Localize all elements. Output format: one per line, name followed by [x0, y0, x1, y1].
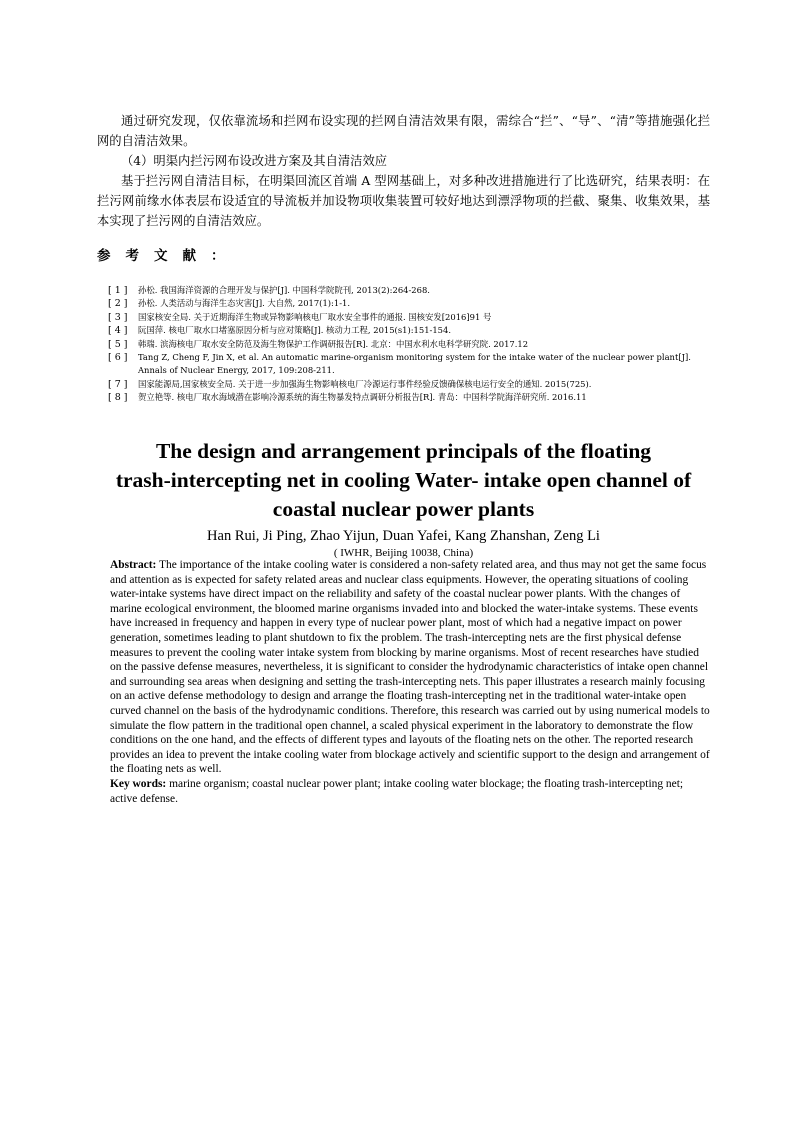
keywords-text: marine organism; coastal nuclear power plant; intake cooling water blockage; the floating trash-intercepting net; active defense. — [110, 777, 684, 805]
body-paragraph-1: 通过研究发现，仅依靠流场和拦网布设实现的拦网自清洁效果有限，需综合“拦”、“导”、“清”等措施强化拦网的自清洁效果。 — [97, 114, 710, 148]
reference-item — [108, 324, 710, 337]
reference-number: [ 5 ] — [108, 338, 128, 350]
reference-number: [ 8 ] — [108, 392, 128, 404]
reference-item — [108, 311, 710, 324]
reference-text: Tang Z, Cheng F, Jin X, et al. An automatic marine-organism monitoring system for the intake water of the nuclear power plant[J]. Annals of Nuclear Energy, 2017, 109:208-211. — [138, 352, 691, 376]
reference-number: [ 2 ] — [108, 298, 128, 310]
reference-number: [ 7 ] — [108, 378, 128, 390]
english-title-line-1: The design and arrangement principals of the floating — [155, 439, 652, 463]
chinese-body-text — [97, 111, 710, 231]
references-list — [108, 284, 710, 405]
reference-item — [108, 391, 710, 404]
reference-text: 孙松. 我国海洋资源的合理开发与保护[J]. 中国科学院院刊, 2013(2):264-268. — [138, 285, 430, 295]
english-title-line-3: coastal nuclear power plants — [272, 497, 535, 521]
reference-number: [ 6 ] — [108, 352, 128, 364]
author-list: Han Rui, Ji Ping, Zhao Yijun, Duan Yafei, Kang Zhanshan, Zeng Li — [207, 528, 600, 544]
reference-number: [ 3 ] — [108, 311, 128, 323]
reference-item — [108, 284, 710, 297]
abstract-text: The importance of the intake cooling water is considered a non-safety related area, and thus may not get the same focus and attention as is expected for safety related areas and nuclear class equipments. However, the operating situations of cooling water-intake systems have direct impact on the reliability and safety of the coastal nuclear power plants. With the changes of marine ecological environment, the bloomed marine organisms invaded into and blocked the water-intake systems. These events have increased in frequency and happen in every type of nuclear power plant, most of which had a negative impact on power generation, sometimes leading to plant shutdown to fix the problem. The trash-intercepting nets are the first physical defense measures to prevent the cooling water intake system from blocking by marine organisms. Most of recent researches have studied on the passive defense measures, nevertheless, it is significant to consider the hydrodynamic characteristics of intake open channel and surrounding sea areas when designing and setting the trash-intercepting nets. This paper illustrates a research mainly focusing on an active defense methodology to design and arrange the floating trash-intercepting net in the traditional water-intake open curved channel on the basis of the hydrodynamic conditions. Therefore, this research was carried out by using numerical models to simulate the flow pattern in the traditional open channel, a scaled physical experiment in the laboratory to demonstrate the flow conditions on the one hand, and the effects of different types and layouts of the floating nets on the other. The reported research provides an idea to prevent the intake cooling water from blockage actively and scientific support to the design and arrangement of the floating nets as well. — [110, 559, 710, 776]
body-paragraph-3: 基于拦污网自清洁目标，在明渠回流区首端 A 型网基础上，对多种改进措施进行了比选研究，结果表明：在拦污网前缘水体表层布设适宜的导流板并加设物项收集装置可较好地达到漂浮物项的拦截、聚集、收集效果，基本实现了拦污网的自清洁效应。 — [97, 174, 710, 228]
reference-item — [108, 338, 710, 351]
body-paragraph-2-heading: （4）明渠内拦污网布设改进方案及其自清洁效应 — [121, 154, 388, 168]
reference-text: 韩瑞. 滨海核电厂取水安全防范及海生物保护工作调研报告[R]. 北京：中国水利水电科学研究院. 2017.12 — [138, 338, 529, 349]
english-title-line-2: trash-intercepting net in cooling Water- intake open channel of — [115, 468, 692, 492]
reference-number: [ 1 ] — [108, 285, 128, 296]
reference-item — [108, 297, 710, 310]
affiliation: ( IWHR, Beijing 10038, China) — [333, 547, 474, 559]
keywords-label: Key words: — [110, 777, 167, 790]
abstract-label: Abstract: — [110, 559, 157, 571]
reference-item — [108, 351, 710, 378]
abstract-paragraph — [110, 558, 710, 777]
reference-text: 国家能源局,国家核安全局. 关于进一步加强海生物影响核电厂冷源运行事件经验反馈确保核电运行安全的通知. 2015(725). — [138, 378, 592, 389]
reference-number: [ 4 ] — [108, 325, 128, 337]
reference-text: 孙松. 人类活动与海洋生态灾害[J]. 大自然, 2017(1):1-1. — [138, 298, 351, 309]
keywords-paragraph — [110, 777, 710, 806]
references-heading: 参考文献： — [97, 248, 240, 264]
reference-item — [108, 378, 710, 391]
english-abstract — [110, 558, 710, 806]
reference-text: 贺立艳等. 核电厂取水海域潜在影响冷源系统的海生物暴发特点调研分析报告[R]. 青岛：中国科学院海洋研究所. 2016.11 — [138, 392, 587, 403]
english-title — [96, 437, 711, 524]
reference-text: 国家核安全局. 关于近期海洋生物或异物影响核电厂取水安全事件的通报. 国核安发[2016]91 号 — [138, 311, 492, 322]
reference-text: 阮国萍. 核电厂取水口堵塞原因分析与应对策略[J]. 核动力工程, 2015(s1):151-154. — [138, 325, 451, 336]
